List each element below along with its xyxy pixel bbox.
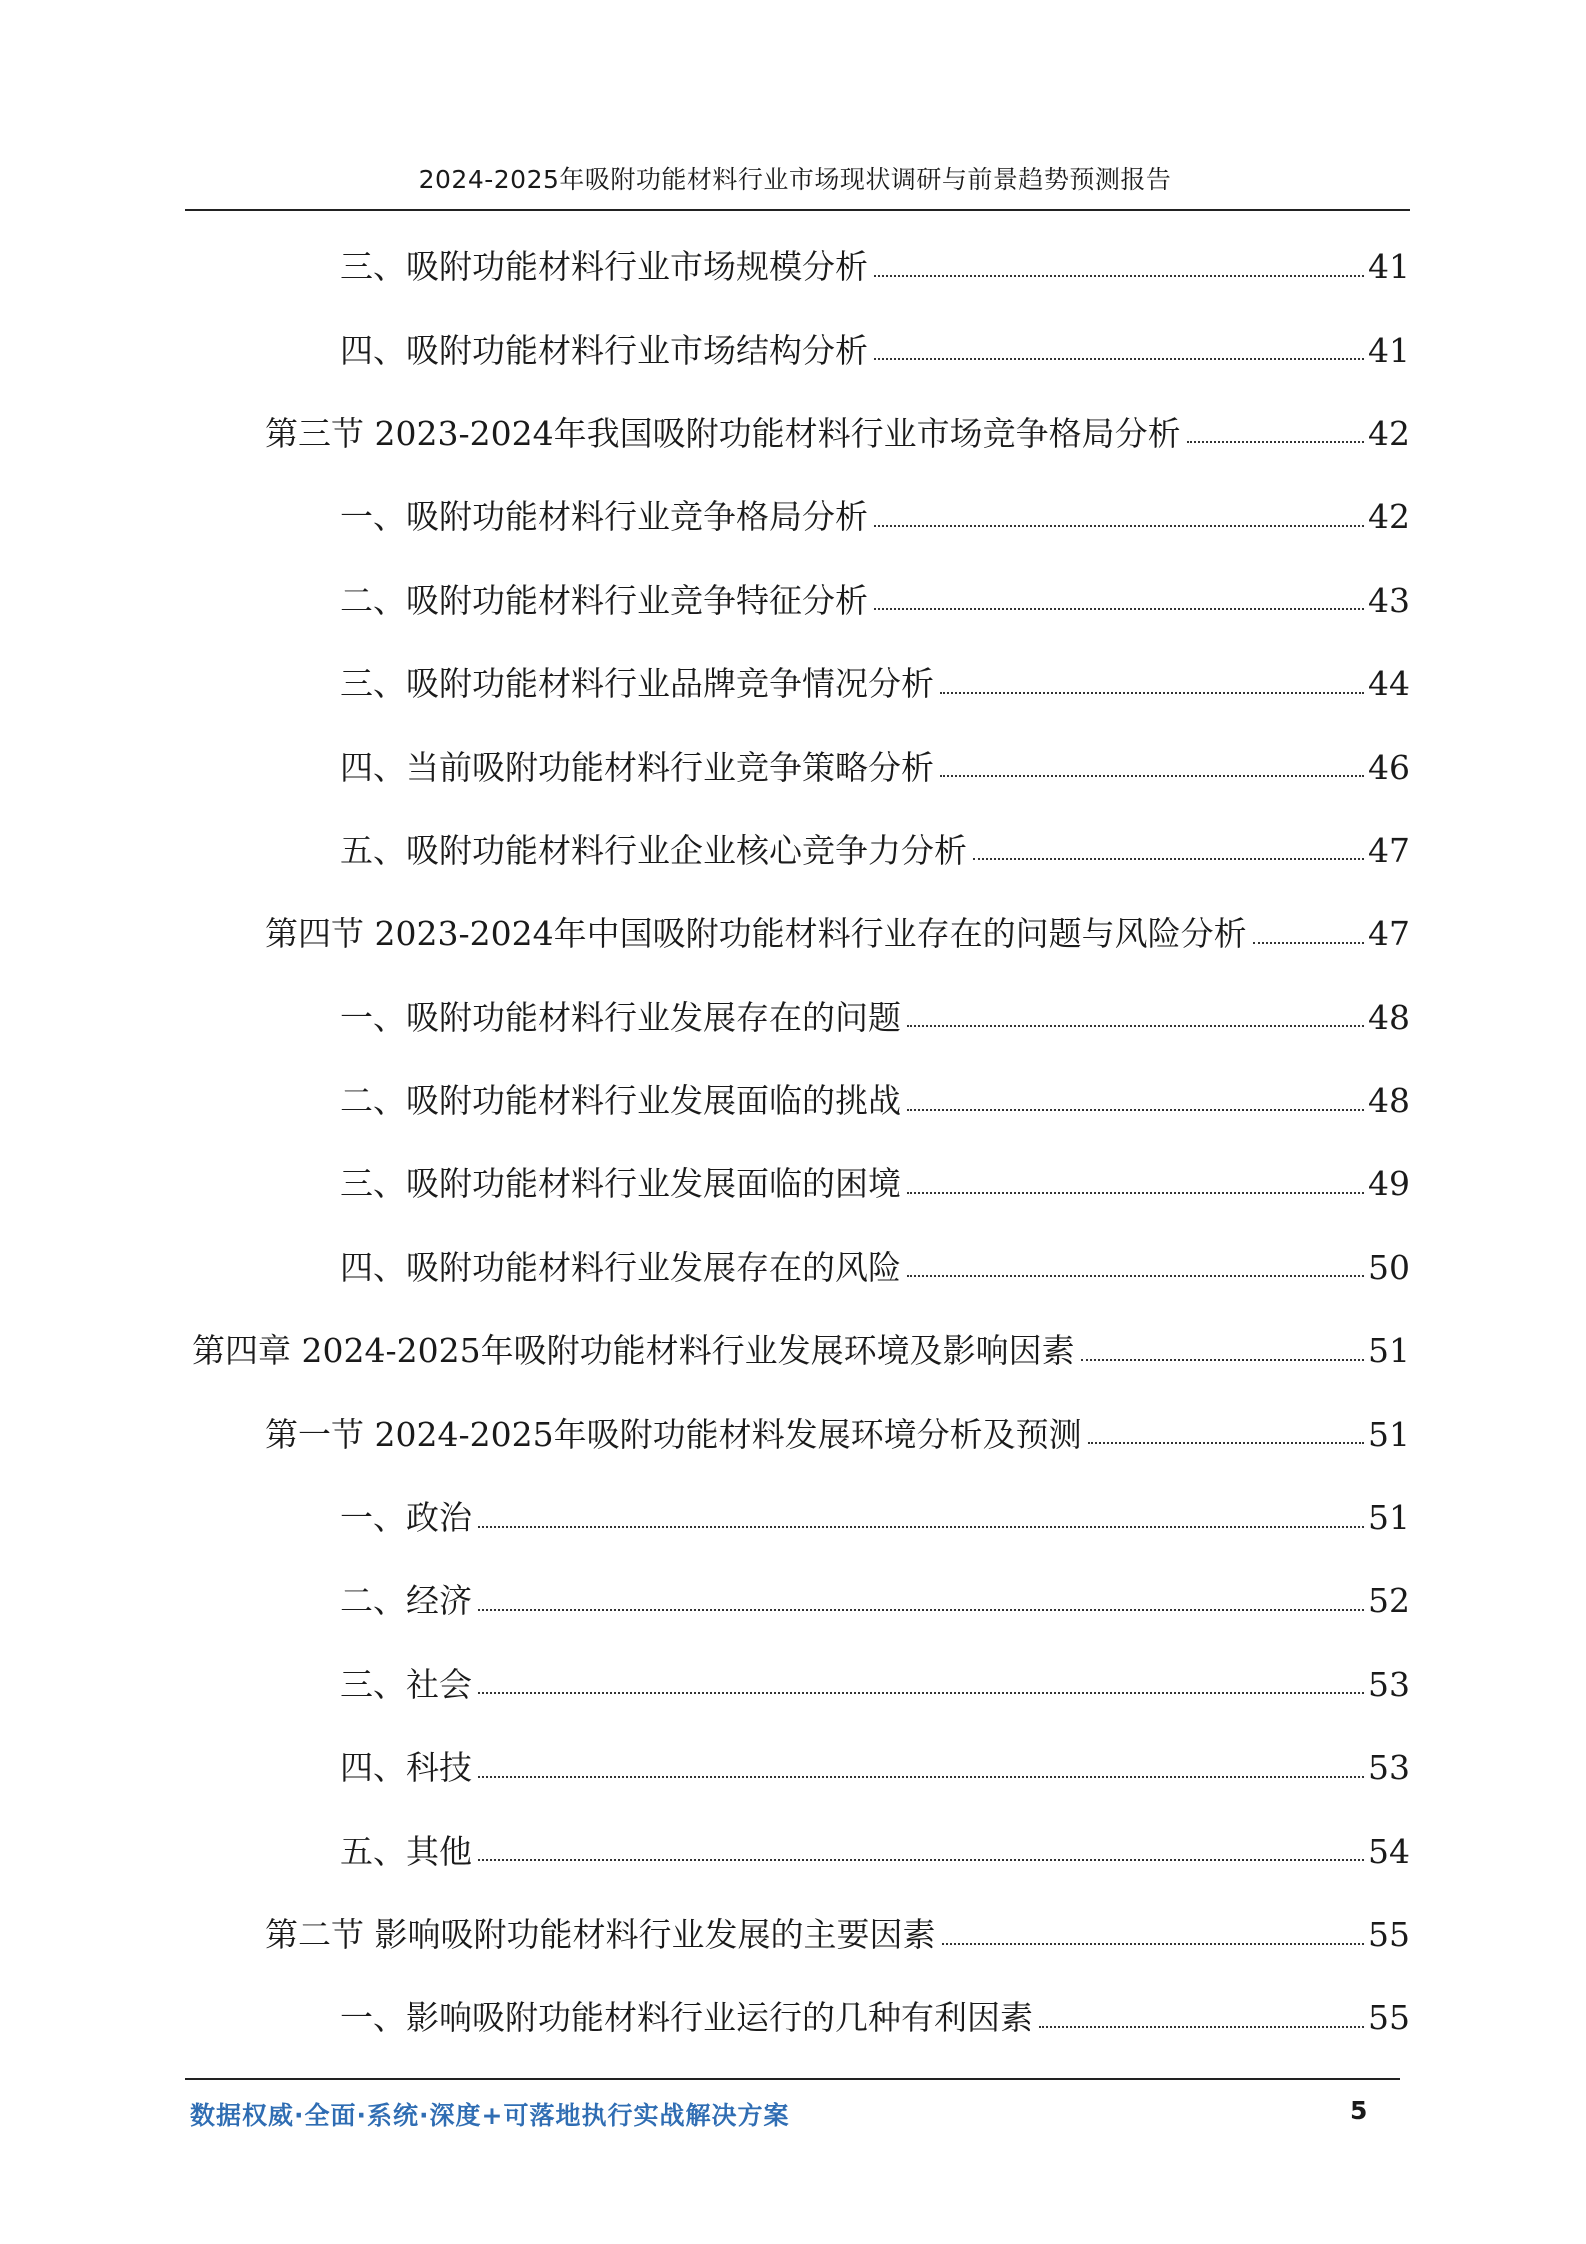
toc-entry[interactable] (185, 976, 1410, 1059)
toc-entry-page: 43 (1368, 580, 1410, 620)
toc-dot-leader (907, 1192, 1364, 1194)
toc-entry-title: 一、吸附功能材料行业发展存在的问题 (340, 997, 901, 1037)
toc-dot-leader (478, 1609, 1364, 1611)
toc-dot-leader (1187, 441, 1364, 443)
toc-entry-title: 三、社会 (340, 1664, 472, 1704)
toc-entry-page: 52 (1368, 1581, 1410, 1621)
table-of-contents (185, 225, 1410, 2060)
toc-dot-leader (478, 1859, 1364, 1861)
toc-dot-leader (478, 1692, 1364, 1694)
toc-dot-leader (907, 1109, 1364, 1111)
toc-dot-leader (940, 775, 1364, 777)
toc-entry[interactable] (185, 1226, 1410, 1309)
toc-entry-page: 53 (1368, 1748, 1410, 1788)
toc-entry[interactable] (185, 1309, 1410, 1392)
toc-entry[interactable] (185, 1643, 1410, 1726)
toc-entry-title: 三、吸附功能材料行业品牌竞争情况分析 (340, 664, 934, 704)
toc-entry[interactable] (185, 1893, 1410, 1976)
toc-entry-title: 第二节 影响吸附功能材料行业发展的主要因素 (265, 1915, 936, 1954)
toc-entry-page: 49 (1368, 1164, 1410, 1204)
toc-entry-page: 51 (1368, 1414, 1410, 1454)
toc-entry-title: 三、吸附功能材料行业发展面临的困境 (340, 1164, 901, 1204)
toc-entry[interactable] (185, 1476, 1410, 1559)
toc-dot-leader (942, 1943, 1365, 1945)
toc-entry-title: 五、吸附功能材料行业企业核心竞争力分析 (340, 830, 967, 870)
toc-dot-leader (1039, 2026, 1364, 2028)
toc-entry-title: 四、吸附功能材料行业市场结构分析 (340, 330, 868, 370)
toc-dot-leader (874, 525, 1364, 527)
toc-dot-leader (874, 358, 1364, 360)
toc-entry-page: 54 (1368, 1831, 1410, 1871)
toc-dot-leader (1088, 1442, 1364, 1444)
toc-entry[interactable] (185, 225, 1410, 308)
toc-dot-leader (973, 858, 1364, 860)
toc-entry-page: 44 (1368, 664, 1410, 704)
toc-dot-leader (478, 1776, 1364, 1778)
toc-dot-leader (907, 1025, 1364, 1027)
toc-entry-page: 51 (1368, 1498, 1410, 1538)
toc-entry-title: 四、当前吸附功能材料行业竞争策略分析 (340, 747, 934, 787)
toc-entry-title: 二、吸附功能材料行业竞争特征分析 (340, 580, 868, 620)
toc-entry-page: 47 (1368, 830, 1410, 870)
toc-entry-page: 42 (1368, 497, 1410, 537)
toc-entry-page: 53 (1368, 1664, 1410, 1704)
toc-entry-page: 41 (1368, 247, 1410, 287)
toc-entry-page: 48 (1368, 997, 1410, 1037)
footer-slogan: 数据权威·全面·系统·深度+可落地执行实战解决方案 (190, 2101, 790, 2130)
toc-entry-title: 四、吸附功能材料行业发展存在的风险 (340, 1247, 901, 1287)
toc-entry-title: 第四节 2023-2024年中国吸附功能材料行业存在的问题与风险分析 (265, 914, 1247, 954)
toc-entry-title: 第一节 2024-2025年吸附功能材料发展环境分析及预测 (265, 1414, 1082, 1454)
toc-dot-leader (478, 1526, 1364, 1528)
toc-dot-leader (1253, 942, 1364, 944)
toc-entry[interactable] (185, 1142, 1410, 1225)
toc-entry[interactable] (185, 1726, 1410, 1809)
toc-entry-page: 55 (1368, 1915, 1410, 1954)
toc-entry-title: 二、经济 (340, 1581, 472, 1621)
toc-entry[interactable] (185, 642, 1410, 725)
toc-entry-page: 48 (1368, 1081, 1410, 1121)
toc-entry-title: 一、影响吸附功能材料行业运行的几种有利因素 (340, 1998, 1033, 2038)
toc-entry-title: 一、吸附功能材料行业竞争格局分析 (340, 497, 868, 537)
header-divider (185, 209, 1410, 211)
toc-entry-title: 第三节 2023-2024年我国吸附功能材料行业市场竞争格局分析 (265, 413, 1181, 453)
toc-entry[interactable] (185, 809, 1410, 892)
toc-entry[interactable] (185, 1059, 1410, 1142)
toc-entry-title: 第四章 2024-2025年吸附功能材料行业发展环境及影响因素 (192, 1331, 1075, 1371)
toc-entry[interactable] (185, 725, 1410, 808)
toc-dot-leader (874, 608, 1364, 610)
toc-entry[interactable] (185, 1976, 1410, 2059)
toc-entry-page: 47 (1368, 914, 1410, 954)
toc-entry-page: 50 (1368, 1247, 1410, 1287)
page-number: 5 (1350, 2096, 1368, 2125)
toc-entry[interactable] (185, 475, 1410, 558)
page-header-title: 2024-2025年吸附功能材料行业市场现状调研与前景趋势预测报告 (418, 165, 1172, 194)
toc-dot-leader (874, 275, 1364, 277)
toc-dot-leader (907, 1275, 1364, 1277)
toc-entry[interactable] (185, 1392, 1410, 1475)
toc-entry-title: 三、吸附功能材料行业市场规模分析 (340, 247, 868, 287)
toc-dot-leader (1081, 1359, 1364, 1361)
toc-entry-title: 二、吸附功能材料行业发展面临的挑战 (340, 1081, 901, 1121)
toc-entry-title: 一、政治 (340, 1498, 472, 1538)
toc-entry[interactable] (185, 1809, 1410, 1892)
toc-entry-page: 55 (1368, 1998, 1410, 2038)
toc-entry-title: 四、科技 (340, 1748, 472, 1788)
toc-entry-page: 51 (1368, 1331, 1410, 1371)
footer-divider (185, 2078, 1400, 2080)
toc-entry[interactable] (185, 892, 1410, 975)
toc-entry-title: 五、其他 (340, 1831, 472, 1871)
toc-entry-page: 41 (1368, 330, 1410, 370)
toc-entry-page: 42 (1368, 413, 1410, 453)
toc-entry[interactable] (185, 559, 1410, 642)
toc-entry[interactable] (185, 1559, 1410, 1642)
toc-entry[interactable] (185, 392, 1410, 475)
toc-dot-leader (940, 692, 1364, 694)
toc-entry-page: 46 (1368, 747, 1410, 787)
toc-entry[interactable] (185, 308, 1410, 391)
